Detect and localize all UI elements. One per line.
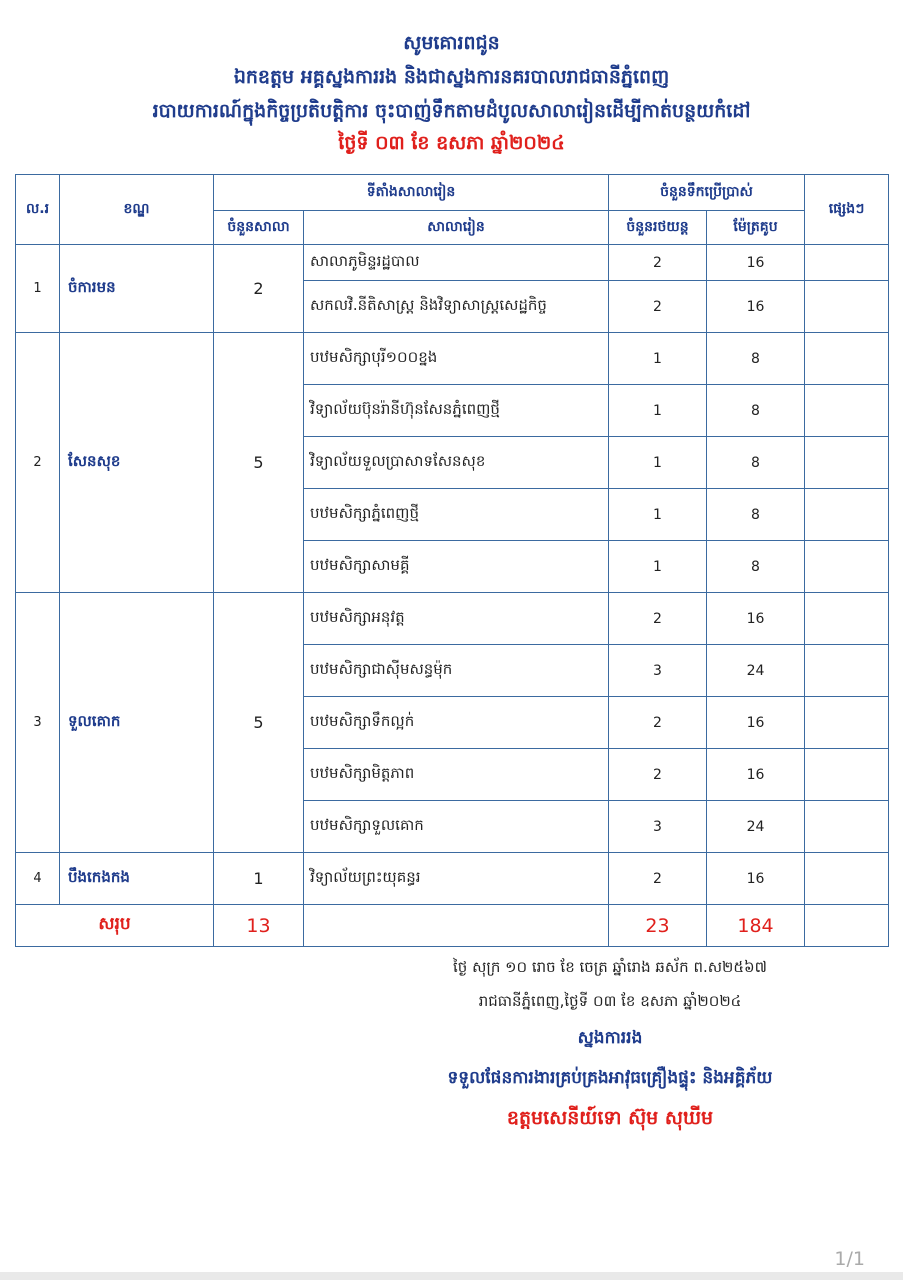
row-number: 1 (16, 245, 60, 333)
district-name: ចំការមន (60, 245, 214, 333)
school-count: 1 (214, 853, 304, 905)
viewer-bottom-bar (0, 1272, 903, 1280)
report-table (15, 174, 889, 947)
signature-block (330, 950, 890, 1138)
district-name: បឹងកេងកង (60, 853, 214, 905)
total-school-count: 13 (214, 905, 304, 947)
lunar-date: ថ្ងៃ សុក្រ ១០ រោច ខែ ចេត្រ ឆ្នាំរោង ឆស័ក ព.ស២៥៦៧ (453, 958, 767, 976)
total-label: សរុប (16, 905, 214, 947)
school-name: បឋមសិក្សាមិត្តភាព (304, 749, 609, 801)
district-name: ទួលគោក (60, 593, 214, 853)
other-cell (805, 801, 889, 853)
other-cell (805, 541, 889, 593)
truck-count: 2 (609, 697, 707, 749)
table-row (16, 853, 889, 905)
other-cell (805, 245, 889, 281)
cubic-meters: 16 (707, 593, 805, 645)
table-row (16, 593, 889, 645)
truck-count: 1 (609, 385, 707, 437)
school-name: បឋមសិក្សាបុរី១០០ខ្នង (304, 333, 609, 385)
total-cubic-meters: 184 (707, 905, 805, 947)
school-name: បឋមសិក្សាជាស៊ីមសន្ធម៉ុក (304, 645, 609, 697)
cubic-meters: 8 (707, 541, 805, 593)
school-count: 5 (214, 593, 304, 853)
total-school-blank (304, 905, 609, 947)
school-name: បឋមសិក្សាអនុវត្ត (304, 593, 609, 645)
truck-count: 2 (609, 245, 707, 281)
table-row (16, 245, 889, 281)
col-header-school: សាលារៀន (304, 211, 609, 245)
other-cell (805, 385, 889, 437)
cubic-meters: 8 (707, 489, 805, 541)
report-header (0, 26, 903, 158)
page-indicator: 1/1 (834, 1248, 865, 1270)
truck-count: 3 (609, 645, 707, 697)
school-name: វិទ្យាល័យព្រះយុគន្ធរ (304, 853, 609, 905)
cubic-meters: 8 (707, 333, 805, 385)
other-cell (805, 437, 889, 489)
cubic-meters: 8 (707, 437, 805, 489)
total-trucks: 23 (609, 905, 707, 947)
school-name: បឋមសិក្សាភ្នំពេញថ្មី (304, 489, 609, 541)
school-count: 2 (214, 245, 304, 333)
col-header-school-count: ចំនួនសាលា (214, 211, 304, 245)
other-cell (805, 749, 889, 801)
truck-count: 1 (609, 333, 707, 385)
signatory-position: ទទួលផែនការងារគ្រប់គ្រងអាវុធគ្រឿងផ្ទុះ និងអគ្គិភ័យ (447, 1068, 773, 1088)
cubic-meters: 16 (707, 245, 805, 281)
table-row (16, 333, 889, 385)
signatory-name: ឧត្តមសេនីយ៍ទោ ស៊ុម សុឃីម (506, 1107, 714, 1129)
recipient-line: ឯកឧត្តម អគ្គស្នងការរង និងជាស្នងការនគរបាលរាជធានីភ្នំពេញ (233, 66, 670, 88)
col-header-other: ផ្សេងៗ (805, 175, 889, 245)
col-header-location: ទីតាំងសាលារៀន (214, 175, 609, 211)
total-other-blank (805, 905, 889, 947)
total-row (16, 905, 889, 947)
other-cell (805, 281, 889, 333)
cubic-meters: 24 (707, 801, 805, 853)
other-cell (805, 645, 889, 697)
truck-count: 2 (609, 749, 707, 801)
school-name: សាលាភូមិន្ទរដ្ឋបាល (304, 245, 609, 281)
cubic-meters: 16 (707, 281, 805, 333)
other-cell (805, 697, 889, 749)
place-date: រាជធានីភ្នំពេញ,ថ្ងៃទី ០៣ ខែ ឧសភា ឆ្នាំ២០២៤ (478, 992, 742, 1010)
truck-count: 2 (609, 853, 707, 905)
report-date: ថ្ងៃទី ០៣ ខែ ឧសភា ឆ្នាំ២០២៤ (338, 132, 565, 154)
truck-count: 1 (609, 437, 707, 489)
col-header-district: ខណ្ឌ (60, 175, 214, 245)
col-header-truck-count: ចំនួនរថយន្ត (609, 211, 707, 245)
row-number: 4 (16, 853, 60, 905)
school-name: វិទ្យាល័យប៊ុនរ៉ានីហ៊ុនសែនភ្នំពេញថ្មី (304, 385, 609, 437)
truck-count: 1 (609, 541, 707, 593)
truck-count: 2 (609, 593, 707, 645)
cubic-meters: 16 (707, 749, 805, 801)
district-name: សែនសុខ (60, 333, 214, 593)
signatory-title: ស្នងការរង (577, 1028, 643, 1048)
school-name: បឋមសិក្សាទឹកល្អក់ (304, 697, 609, 749)
other-cell (805, 489, 889, 541)
row-number: 2 (16, 333, 60, 593)
truck-count: 2 (609, 281, 707, 333)
other-cell (805, 333, 889, 385)
other-cell (805, 593, 889, 645)
truck-count: 3 (609, 801, 707, 853)
cubic-meters: 8 (707, 385, 805, 437)
truck-count: 1 (609, 489, 707, 541)
school-name: សកលវិ.នីតិសាស្ត្រ និងវិទ្យាសាស្ត្រសេដ្ឋកិច្ច (304, 281, 609, 333)
school-count: 5 (214, 333, 304, 593)
cubic-meters: 16 (707, 853, 805, 905)
col-header-cubic-meters: ម៉ែត្រគូប (707, 211, 805, 245)
report-title: របាយការណ៍ក្នុងកិច្ចប្រតិបត្តិការ ចុះបាញ់ទឹកតាមដំបូលសាលារៀនដើម្បីកាត់បន្ថយកំដៅ (152, 100, 751, 122)
cubic-meters: 16 (707, 697, 805, 749)
other-cell (805, 853, 889, 905)
addressee-line: សូមគោរពជូន (403, 32, 500, 54)
school-name: បឋមសិក្សាសាមគ្គី (304, 541, 609, 593)
row-number: 3 (16, 593, 60, 853)
col-header-no: ល.រ (16, 175, 60, 245)
cubic-meters: 24 (707, 645, 805, 697)
school-name: បឋមសិក្សាទួលគោក (304, 801, 609, 853)
col-header-water-usage: ចំនួនទឹកប្រើប្រាស់ (609, 175, 805, 211)
school-name: វិទ្យាល័យទួលប្រាសាទសែនសុខ (304, 437, 609, 489)
